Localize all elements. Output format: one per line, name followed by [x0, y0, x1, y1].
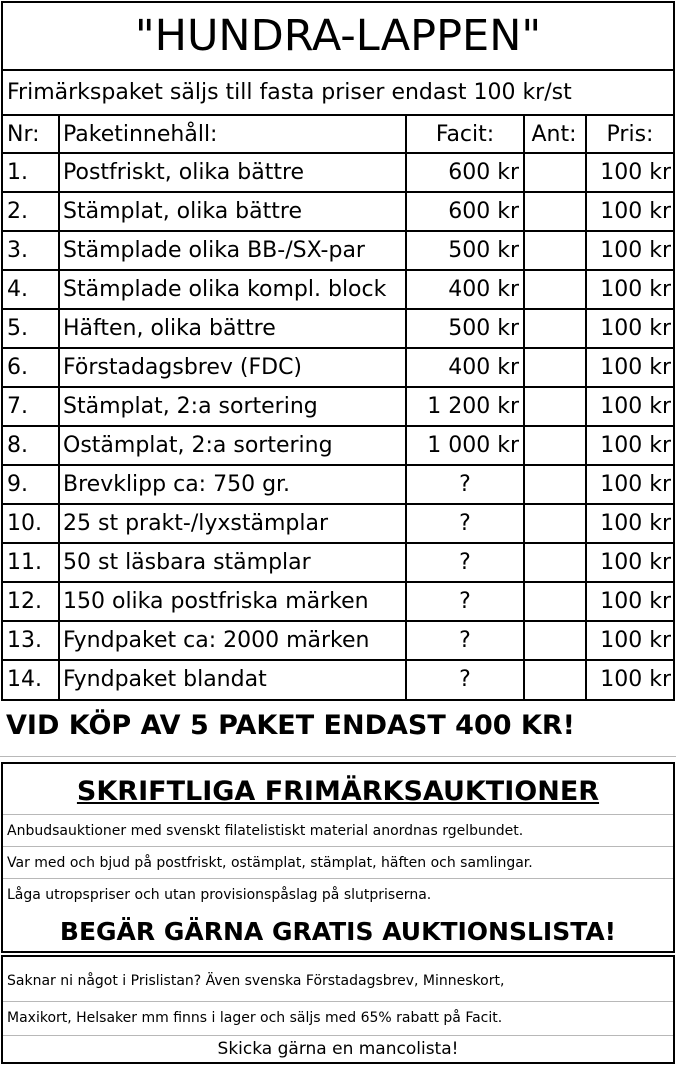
footer-box [1, 955, 675, 1064]
row-content: 150 olika postfriska märken [63, 589, 369, 614]
auction-line-1: Anbudsauktioner med svenskt filatelistiskt material anordnas rgelbundet. [7, 823, 524, 839]
table-row [3, 388, 673, 427]
table-row [3, 466, 673, 505]
row-number: 13. [7, 628, 42, 653]
col-header-nr: Nr: [7, 121, 40, 147]
row-price: 100 kr [600, 316, 671, 341]
row-quantity [525, 193, 585, 230]
row-price: 100 kr [600, 628, 671, 653]
col-divider-2 [405, 116, 407, 699]
table-row [3, 271, 673, 310]
auction-gridline-2 [3, 846, 673, 847]
row-quantity [525, 232, 585, 269]
row-facit: 400 kr [448, 355, 519, 380]
table-row [3, 661, 673, 700]
auction-request: BEGÄR GÄRNA GRATIS AUKTIONSLISTA! [59, 916, 617, 946]
row-price: 100 kr [600, 433, 671, 458]
auction-gridline-1 [3, 814, 673, 815]
table-row [3, 505, 673, 544]
row-facit: ? [459, 628, 471, 653]
col-header-price: Pris: [606, 121, 654, 147]
row-quantity [525, 505, 585, 542]
table-row [3, 583, 673, 622]
row-content: Fyndpaket blandat [63, 667, 267, 692]
row-facit: 1 200 kr [427, 394, 519, 419]
row-price: 100 kr [600, 199, 671, 224]
row-number: 3. [7, 238, 28, 263]
row-content: 50 st läsbara stämplar [63, 550, 311, 575]
row-price: 100 kr [600, 472, 671, 497]
row-facit: 600 kr [448, 160, 519, 185]
row-number: 4. [7, 277, 28, 302]
row-quantity [525, 349, 585, 386]
footer-closing: Skicka gärna en mancolista! [217, 1038, 459, 1059]
row-number: 1. [7, 160, 28, 185]
auction-gridline-3 [3, 878, 673, 879]
auction-title: SKRIFTLIGA FRIMÄRKSAUKTIONER [76, 775, 600, 807]
row-quantity [525, 583, 585, 620]
row-quantity [525, 271, 585, 308]
row-content: Stämplat, 2:a sortering [63, 394, 318, 419]
row-number: 8. [7, 433, 28, 458]
table-subtitle: Frimärkspaket säljs till fasta priser endast 100 kr/st [7, 80, 572, 105]
row-quantity [525, 466, 585, 503]
table-row [3, 310, 673, 349]
col-divider-1 [58, 116, 60, 699]
row-quantity [525, 310, 585, 347]
row-facit: ? [459, 511, 471, 536]
row-content: Häften, olika bättre [63, 316, 276, 341]
row-quantity [525, 544, 585, 581]
row-price: 100 kr [600, 355, 671, 380]
table-rows [3, 154, 673, 699]
row-price: 100 kr [600, 394, 671, 419]
row-quantity [525, 661, 585, 698]
title-box [1, 1, 675, 71]
row-price: 100 kr [600, 550, 671, 575]
row-number: 14. [7, 667, 42, 692]
row-quantity [525, 622, 585, 659]
table-row [3, 427, 673, 466]
row-facit: ? [459, 550, 471, 575]
auction-line-2: Var med och bjud på postfriskt, ostämplat, stämplat, häften och samlingar. [7, 855, 533, 871]
table-row [3, 544, 673, 583]
row-content: 25 st prakt-/lyxstämplar [63, 511, 329, 536]
row-quantity [525, 388, 585, 425]
row-facit: 1 000 kr [427, 433, 519, 458]
footer-line-1: Saknar ni något i Prislistan? Även svenska Förstadagsbrev, Minneskort, [7, 973, 505, 989]
auction-line-3: Låga utropspriser och utan provisionspåslag på slutpriserna. [7, 887, 432, 903]
table-row [3, 232, 673, 271]
row-facit: 600 kr [448, 199, 519, 224]
row-facit: 400 kr [448, 277, 519, 302]
table-row [3, 193, 673, 232]
row-number: 11. [7, 550, 42, 575]
row-facit: 500 kr [448, 238, 519, 263]
col-header-ant: Ant: [531, 121, 577, 147]
table-row [3, 154, 673, 193]
package-table [1, 71, 675, 701]
row-price: 100 kr [600, 667, 671, 692]
row-price: 100 kr [600, 589, 671, 614]
row-content: Fyndpaket ca: 2000 märken [63, 628, 370, 653]
row-facit: 500 kr [448, 316, 519, 341]
row-content: Stämplat, olika bättre [63, 199, 302, 224]
row-price: 100 kr [600, 511, 671, 536]
row-quantity [525, 427, 585, 464]
row-number: 2. [7, 199, 28, 224]
row-content: Ostämplat, 2:a sortering [63, 433, 333, 458]
bulk-offer: VID KÖP AV 5 PAKET ENDAST 400 KR! [6, 709, 575, 741]
row-facit: ? [459, 667, 471, 692]
row-price: 100 kr [600, 238, 671, 263]
col-divider-3 [523, 116, 525, 699]
auction-box [1, 762, 675, 953]
table-row [3, 622, 673, 661]
row-number: 9. [7, 472, 28, 497]
footer-line-2: Maxikort, Helsaker mm finns i lager och säljs med 65% rabatt på Facit. [7, 1010, 503, 1026]
col-divider-4 [585, 116, 587, 699]
row-content: Förstadagsbrev (FDC) [63, 355, 303, 380]
row-content: Stämplade olika BB-/SX-par [63, 238, 365, 263]
table-row [3, 349, 673, 388]
row-content: Stämplade olika kompl. block [63, 277, 387, 302]
row-number: 5. [7, 316, 28, 341]
row-content: Brevklipp ca: 750 gr. [63, 472, 291, 497]
row-number: 7. [7, 394, 28, 419]
col-header-facit: Facit: [435, 121, 495, 147]
row-content: Postfriskt, olika bättre [63, 160, 305, 185]
row-number: 10. [7, 511, 42, 536]
row-quantity [525, 154, 585, 191]
row-number: 12. [7, 589, 42, 614]
row-facit: ? [459, 589, 471, 614]
row-number: 6. [7, 355, 28, 380]
row-facit: ? [459, 472, 471, 497]
offer-gridline [0, 756, 676, 757]
col-header-content: Paketinnehåll: [63, 121, 218, 147]
row-price: 100 kr [600, 277, 671, 302]
page-title: "HUNDRA-LAPPEN" [134, 11, 542, 61]
row-price: 100 kr [600, 160, 671, 185]
footer-gridline-1 [3, 1001, 673, 1002]
